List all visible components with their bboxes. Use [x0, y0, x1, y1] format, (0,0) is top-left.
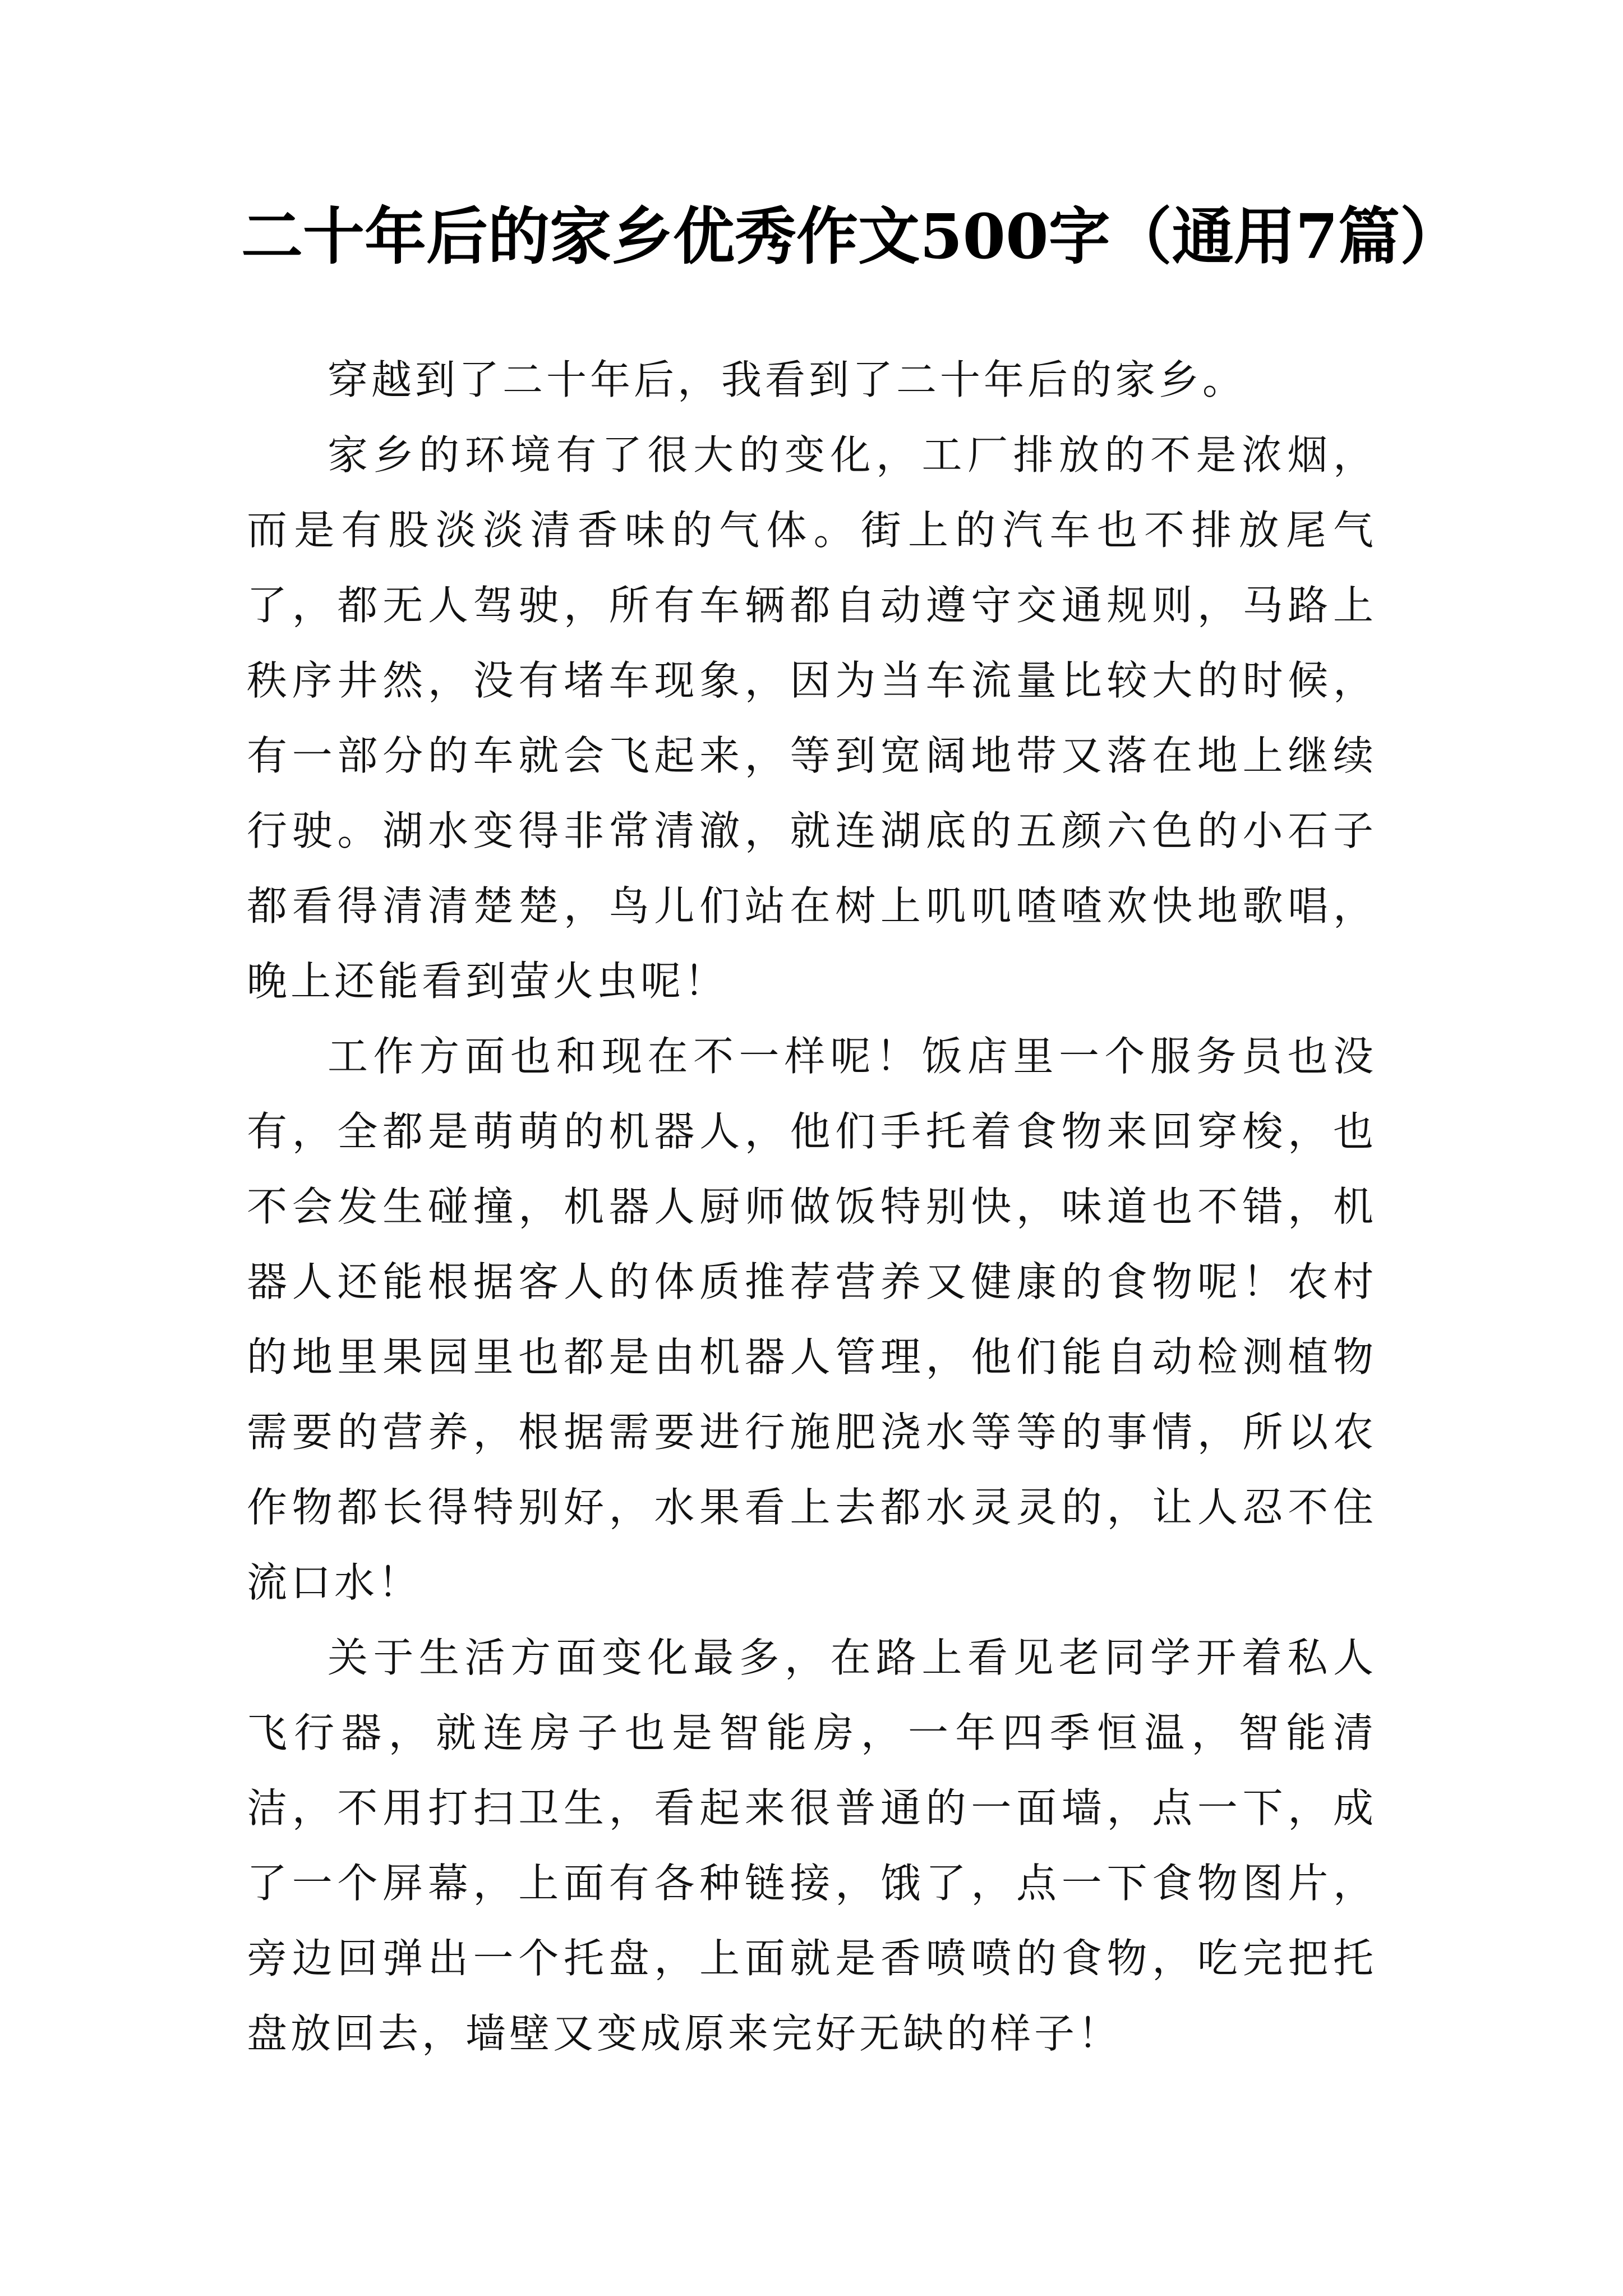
paragraph: 关于生活方面变化最多，在路上看见老同学开着私人飞行器，就连房子也是智能房，一年四季恒温，智能清洁，不用打扫卫生，看起来很普通的一面墙，点一下，成了一个屏幕，上面有各种链接，饿了，点一下食物图片，旁边回弹出一个托盘，上面就是香喷喷的食物，吃完把托盘放回去，墙壁又变成原来完好无缺的样子！ — [247, 1634, 1377, 2057]
document-body — [247, 342, 1377, 2071]
paragraph: 工作方面也和现在不一样呢！饭店里一个服务员也没有，全都是萌萌的机器人，他们手托着食物来回穿梭，也不会发生碰撞，机器人厨师做饭特别快，味道也不错，机器人还能根据客人的体质推荐营养又健康的食物呢！农村的地里果园里也都是由机器人管理，他们能自动检测植物需要的营养，根据需要进行施肥浇水等等的事情，所以农作物都长得特别好，水果看上去都水灵灵的，让人忍不住流口水！ — [247, 1033, 1377, 1606]
paragraph: 穿越到了二十年后，我看到了二十年后的家乡。 — [328, 356, 1247, 403]
paragraph: 家乡的环境有了很大的变化，工厂排放的不是浓烟，而是有股淡淡清香味的气体。街上的汽车也不排放尾气了，都无人驾驶，所有车辆都自动遵守交通规则，马路上秩序井然，没有堵车现象，因为当车流量比较大的时候，有一部分的车就会飞起来，等到宽阔地带又落在地上继续行驶。湖水变得非常清澈，就连湖底的五颜六色的小石子都看得清清楚楚，鸟儿们站在树上叽叽喳喳欢快地歌唱，晚上还能看到萤火虫呢！ — [247, 431, 1377, 1005]
document-title: 二十年后的家乡优秀作文500字（通用7篇） — [241, 200, 1462, 273]
